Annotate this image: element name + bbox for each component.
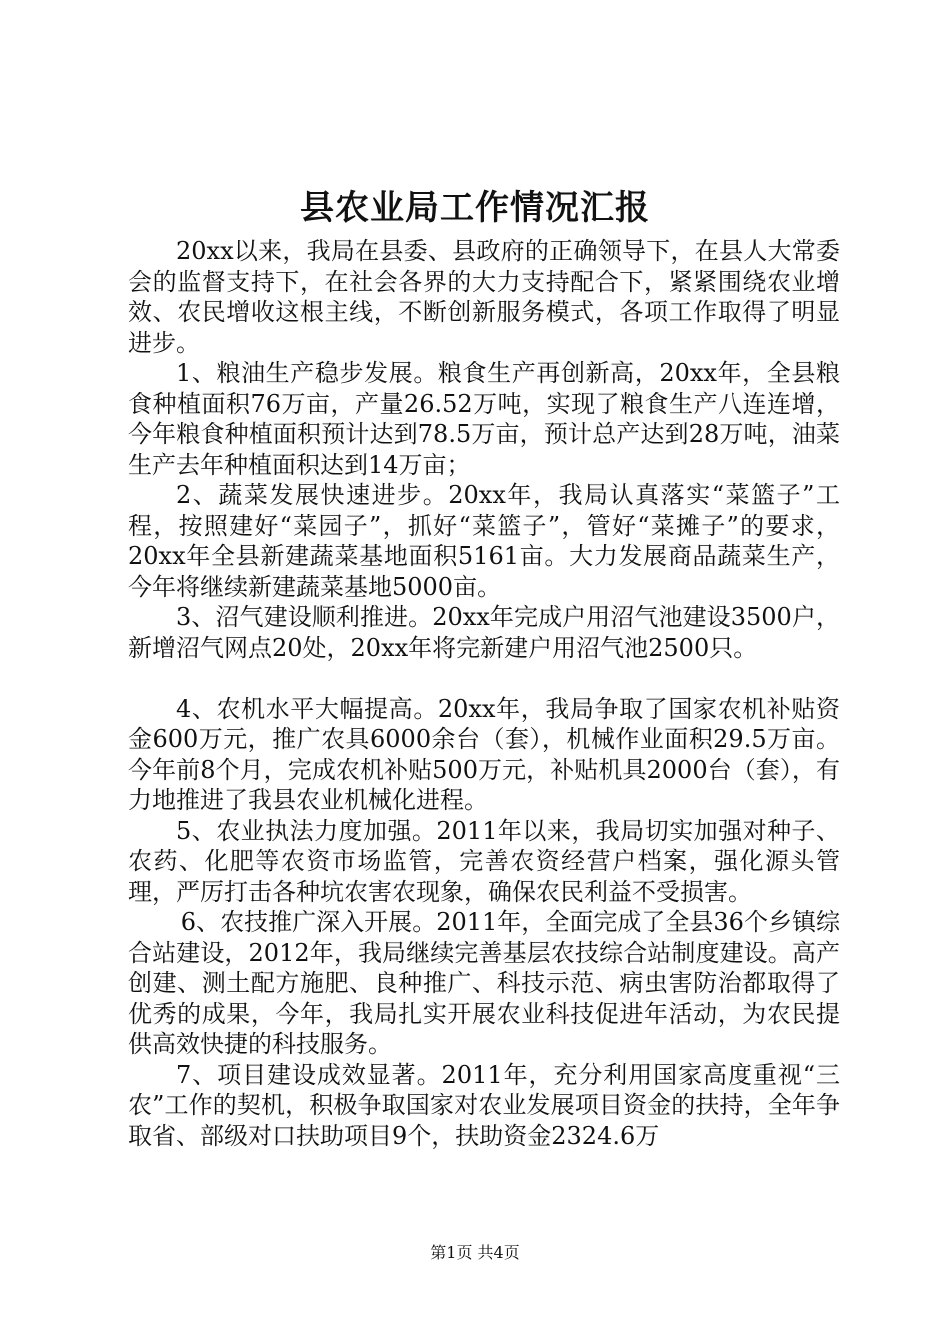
paragraph-intro: 20xx以来，我局在县委、县政府的正确领导下，在县人大常委会的监督支持下，在社会各界的大力支持配合下，紧紧围绕农业增效、农民增收这根主线，不断创新服务模式，各项工作取得了明显进步。: [128, 237, 840, 357]
paragraph-biogas: 3、沼气建设顺利推进。20xx年完成户用沼气池建设3500户，新增沼气网点20处，20xx年将完新建户用沼气池2500只。: [128, 603, 840, 662]
paragraph-machinery: 4、农机水平大幅提高。20xx年，我局争取了国家农机补贴资金600万元，推广农具6000余台（套），机械作业面积29.5万亩。今年前8个月，完成农机补贴500万元，补贴机具2000台（套），有力地推进了我县农业机械化进程。: [128, 694, 840, 814]
paragraph-law-enforcement: 5、农业执法力度加强。2011年以来，我局切实加强对种子、农药、化肥等农资市场监管，完善农资经营户档案，强化源头管理，严厉打击各种坑农害农现象，确保农民利益不受损害。: [128, 816, 840, 906]
paragraph-vegetables: 2、蔬菜发展快速进步。20xx年，我局认真落实“菜篮子”工程，按照建好“菜园子”，抓好“菜篮子”，管好“菜摊子”的要求，20xx年全县新建蔬菜基地面积5161亩。大力发展商品蔬菜生产，今年将继续新建蔬菜基地5000亩。: [128, 481, 840, 601]
document-title: 县农业局工作情况汇报: [300, 188, 650, 228]
paragraph-grain-oil: 1、粮油生产稳步发展。粮食生产再创新高，20xx年，全县粮食种植面积76万亩，产量26.52万吨，实现了粮食生产八连连增，今年粮食种植面积预计达到78.5万亩，预计总产达到28万吨，油菜生产去年种植面积达到14万亩；: [128, 359, 840, 479]
blank-line: [128, 663, 840, 694]
paragraph-projects: 7、项目建设成效显著。2011年，充分利用国家高度重视“三农”工作的契机，积极争取国家对农业发展项目资金的扶持，全年争取省、部级对口扶助项目9个，扶助资金2324.6万: [128, 1060, 840, 1150]
page-number-footer: 第1页 共4页: [430, 1243, 520, 1262]
paragraph-tech-extension: 6、农技推广深入开展。2011年，全面完成了全县36个乡镇综合站建设，2012年，我局继续完善基层农技综合站制度建设。高产创建、测土配方施肥、良种推广、科技示范、病虫害防治都取得了优秀的成果，今年，我局扎实开展农业科技促进年活动，为农民提供高效快捷的科技服务。: [128, 908, 840, 1058]
document-body: [128, 236, 840, 1151]
